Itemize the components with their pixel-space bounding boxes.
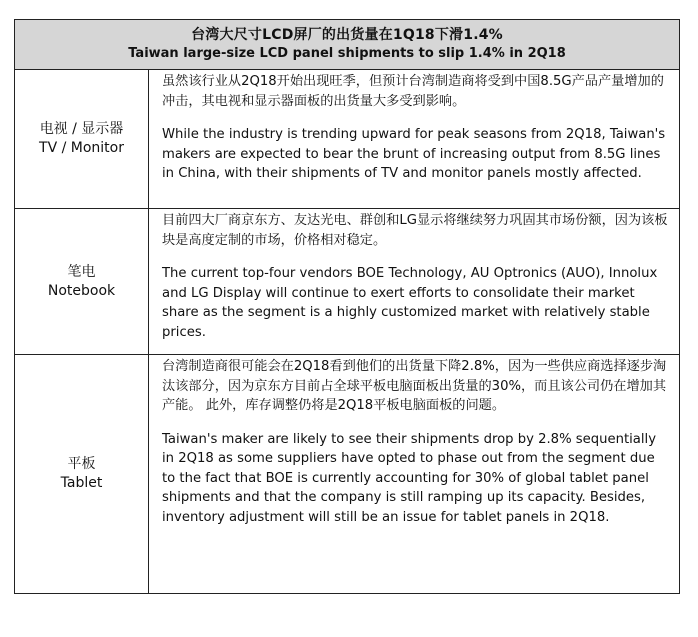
row-content-tablet bbox=[149, 355, 679, 593]
title-english: Taiwan large-size LCD panel shipments to slip 1.4% in 2Q18 bbox=[128, 46, 566, 61]
row-label-tv-monitor bbox=[15, 70, 149, 208]
row-content-notebook bbox=[149, 209, 679, 354]
row-label-chinese: 笔电 bbox=[67, 263, 96, 280]
paragraph-chinese: 目前四大厂商京东方、友达光电、群创和LG显示将继续努力巩固其市场份额，因为该板块是高度定制的市场，价格相对稳定。 bbox=[162, 213, 668, 248]
row-label-english: Tablet bbox=[60, 475, 103, 491]
row-label-tablet bbox=[15, 355, 149, 593]
table-header bbox=[15, 20, 679, 70]
row-label-chinese: 平板 bbox=[67, 456, 96, 472]
row-label-english: TV / Monitor bbox=[39, 140, 124, 156]
title-chinese: 台湾大尺寸LCD屏厂的出货量在1Q18下滑1.4% bbox=[191, 27, 503, 43]
row-label-english: Notebook bbox=[47, 282, 116, 299]
table-row-notebook bbox=[15, 209, 679, 355]
table-row-tablet bbox=[15, 355, 679, 593]
paragraph-english: Taiwan's maker are likely to see their shipments drop by 2.8% sequentially in 2Q18 as some suppliers have opted to phase out from the segment due to the fact that BOE is currently accounting for 30% of global tablet panel shipments and that the company is still ramping up its capacity. Besides, inventory adjustment will still be an issue for tablet panels in 2Q18. bbox=[162, 431, 657, 525]
shipment-table bbox=[14, 19, 680, 594]
row-content-tv-monitor bbox=[149, 70, 679, 208]
paragraph-english: While the industry is trending upward for peak seasons from 2Q18, Taiwan's makers are expected to bear the brunt of increasing output from 8.5G lines in China, with their shipments of TV and monitor panels mostly affected. bbox=[162, 127, 666, 181]
row-label-notebook bbox=[15, 209, 149, 354]
paragraph-english: The current top-four vendors BOE Technology, AU Optronics (AUO), Innolux and LG Display will continue to exert efforts to consolidate their market share as the segment is a highly customized market with relatively stable prices. bbox=[162, 266, 658, 340]
paragraph-chinese: 虽然该行业从2Q18开始出现旺季，但预计台湾制造商将受到中国8.5G产品产量增加的冲击，其电视和显示器面板的出货量大多受到影响。 bbox=[162, 74, 664, 109]
table-row-tv-monitor bbox=[15, 70, 679, 209]
row-label-chinese: 电视 / 显示器 bbox=[39, 121, 124, 137]
paragraph-chinese: 台湾制造商很可能会在2Q18看到他们的出货量下降2.8%，因为一些供应商选择逐步淘汰该部分，因为京东方目前占全球平板电脑面板出货量的30%，而且该公司仍在增加其产能。 此外，库存调整仍将是2Q18平板电脑面板的问题。 bbox=[162, 359, 667, 413]
